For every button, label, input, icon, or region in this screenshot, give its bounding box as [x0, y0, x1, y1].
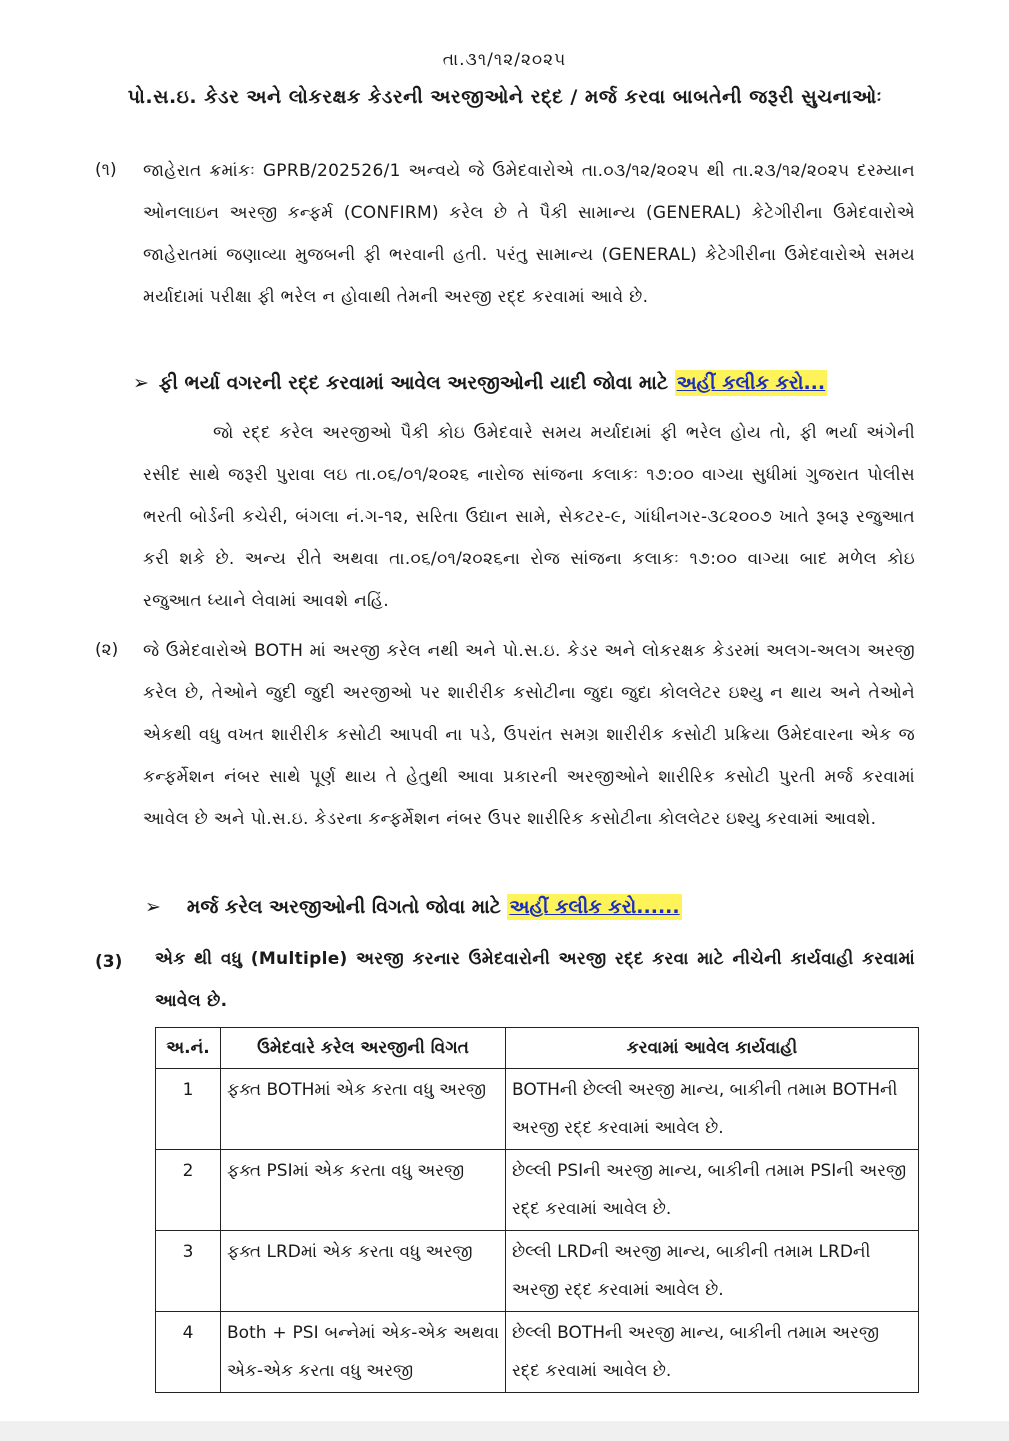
section-1-text: જાહેરાત ક્રમાંકઃ GPRB/202526/1 અન્વયે જે ઉમેદવારોએ તા.૦૩/૧૨/૨૦૨૫ થી તા.૨૩/૧૨/૨૦૨૫ દરમ્યાન ઓનલાઇન અરજી કન્ફર્મ (CONFIRM) કરેલ છે તે પૈકી સામાન્ય (GENERAL) કેટેગીરીના ઉમેદવારોએ જાહેરાતમાં જણાવ્યા મુજબની ફી ભરવાની હતી. પરંતુ સામાન્ય (GENERAL) કેટેગીરીના ઉમેદવારોએ સમય મર્યાદામાં પરીક્ષા ફી ભરેલ ન હોવાથી તેમની અરજી રદ્દ કરવામાં આવે છે. — [143, 161, 915, 307]
section-1-note: જો રદ્દ કરેલ અરજીઓ પૈકી કોઇ ઉમેદવારે સમય મર્યાદામાં ફી ભરેલ હોય તો, ફી ભર્યા અંગેની રસીદ સાથે જરૂરી પુરાવા લઇ તા.૦૬/૦૧/૨૦૨૬ નારોજ સાંજના કલાકઃ ૧૭:૦૦ વાગ્યા સુધીમાં ગુજરાત પોલીસ ભરતી બોર્ડની કચેરી, બંગલા નં.ગ-૧૨, સરિતા ઉદ્યાન સામે, સેકટર-૯, ગાંધીનગર-૩૮૨૦૦૭ ખાતે રૂબરૂ રજુઆત કરી શકે છે. અન્ય રીતે અથવા તા.૦૬/૦૧/૨૦૨૬ના રોજ સાંજના કલાકઃ ૧૭:૦૦ વાગ્યા બાદ મળેલ કોઇ રજુઆત ધ્યાને લેવામાં આવશે નહિં. — [143, 423, 915, 611]
merged-list-link[interactable]: અહીં કલીક કરો...... — [509, 896, 680, 918]
row-detail: ફક્ત PSIમાં એક કરતા વધુ અરજી — [221, 1150, 506, 1231]
section-1-number: (૧) — [95, 160, 117, 180]
section-2-text: જે ઉમેદવારોએ BOTH માં અરજી કરેલ નથી અને પો.સ.ઇ. કેડર અને લોકરક્ષક કેડરમાં અલગ-અલગ અરજી કરેલ છે, તેઓને જુદી જુદી અરજીઓ પર શારીરીક કસોટીના જુદા જુદા કોલલેટર ઇશ્યુ ન થાય અને તેઓને એકથી વધુ વખત શારીરીક કસોટી આપવી ના પડે, ઉપરાંત સમગ્ર શારીરીક કસોટી પ્રક્રિયા ઉમેદવારના એક જ કન્ફર્મેશન નંબર સાથે પૂર્ણ થાય તે હેતુથી આવા પ્રકારની અરજીઓને શારીરિક કસોટી પુરતી મર્જ કરવામાં આવેલ છે અને પો.સ.ઇ. કેડરના કન્ફર્મેશન નંબર ઉપર શારીરિક કસોટીના કોલલેટર ઇશ્યુ કરવામાં આવશે. — [143, 641, 915, 829]
actions-table — [155, 1027, 919, 1393]
section-3-text: એક થી વધુ (Multiple) અરજી કરનાર ઉમેદવારોની અરજી રદ્દ કરવા માટે નીચેની કાર્યવાહી કરવામાં આવેલ છે. — [155, 949, 915, 1011]
section-3-number: (3) — [95, 952, 123, 972]
rejected-list-link[interactable]: અહીં કલીક કરો... — [676, 372, 826, 394]
table-header-detail: ઉમેદવારે કરેલ અરજીની વિગત — [221, 1028, 506, 1069]
row-action: છેલ્લી BOTHની અરજી માન્ય, બાકીની તમામ અરજી રદ્દ કરવામાં આવેલ છે. — [506, 1312, 919, 1393]
table-header-row — [156, 1028, 919, 1069]
section-1-bullet-text: ફી ભર્યા વગરની રદ્દ કરવામાં આવેલ અરજીઓની યાદી જોવા માટે — [158, 372, 668, 394]
row-sn: 2 — [156, 1150, 221, 1231]
row-action: BOTHની છેલ્લી અરજી માન્ય, બાકીની તમામ BOTHની અરજી રદ્દ કરવામાં આવેલ છે. — [506, 1069, 919, 1150]
table-row — [156, 1312, 919, 1393]
notice-heading: પો.સ.ઇ. કેડર અને લોકરક્ષક કેડરની અરજીઓને રદ્દ / મર્જ કરવા બાબતેની જરૂરી સુચનાઓઃ — [127, 86, 883, 108]
section-1-bullet — [133, 372, 827, 394]
table-row — [156, 1231, 919, 1312]
table-row — [156, 1150, 919, 1231]
row-sn: 1 — [156, 1069, 221, 1150]
table-row — [156, 1069, 919, 1150]
section-2-bullet — [145, 896, 682, 918]
arrow-bullet-icon: ➢ — [145, 896, 161, 918]
row-detail: ફક્ત BOTHમાં એક કરતા વધુ અરજી — [221, 1069, 506, 1150]
row-detail: ફક્ત LRDમાં એક કરતા વધુ અરજી — [221, 1231, 506, 1312]
table-header-sn: અ.નં. — [156, 1028, 221, 1069]
section-2-bullet-text: મર્જ કરેલ અરજીઓની વિગતો જોવા માટે — [186, 896, 501, 918]
row-sn: 3 — [156, 1231, 221, 1312]
row-sn: 4 — [156, 1312, 221, 1393]
table-header-action: કરવામાં આવેલ કાર્યવાહી — [506, 1028, 919, 1069]
row-detail: Both + PSI બન્નેમાં એક-એક અથવા એક-એક કરતા વધુ અરજી — [221, 1312, 506, 1393]
notice-date: તા.૩૧/૧૨/૨૦૨૫ — [442, 50, 567, 70]
section-2-number: (૨) — [95, 640, 119, 660]
row-action: છેલ્લી LRDની અરજી માન્ય, બાકીની તમામ LRDની અરજી રદ્દ કરવામાં આવેલ છે. — [506, 1231, 919, 1312]
row-action: છેલ્લી PSIની અરજી માન્ય, બાકીની તમામ PSIની અરજી રદ્દ કરવામાં આવેલ છે. — [506, 1150, 919, 1231]
arrow-bullet-icon: ➢ — [133, 372, 149, 394]
page-bottom-margin — [0, 1421, 1009, 1441]
